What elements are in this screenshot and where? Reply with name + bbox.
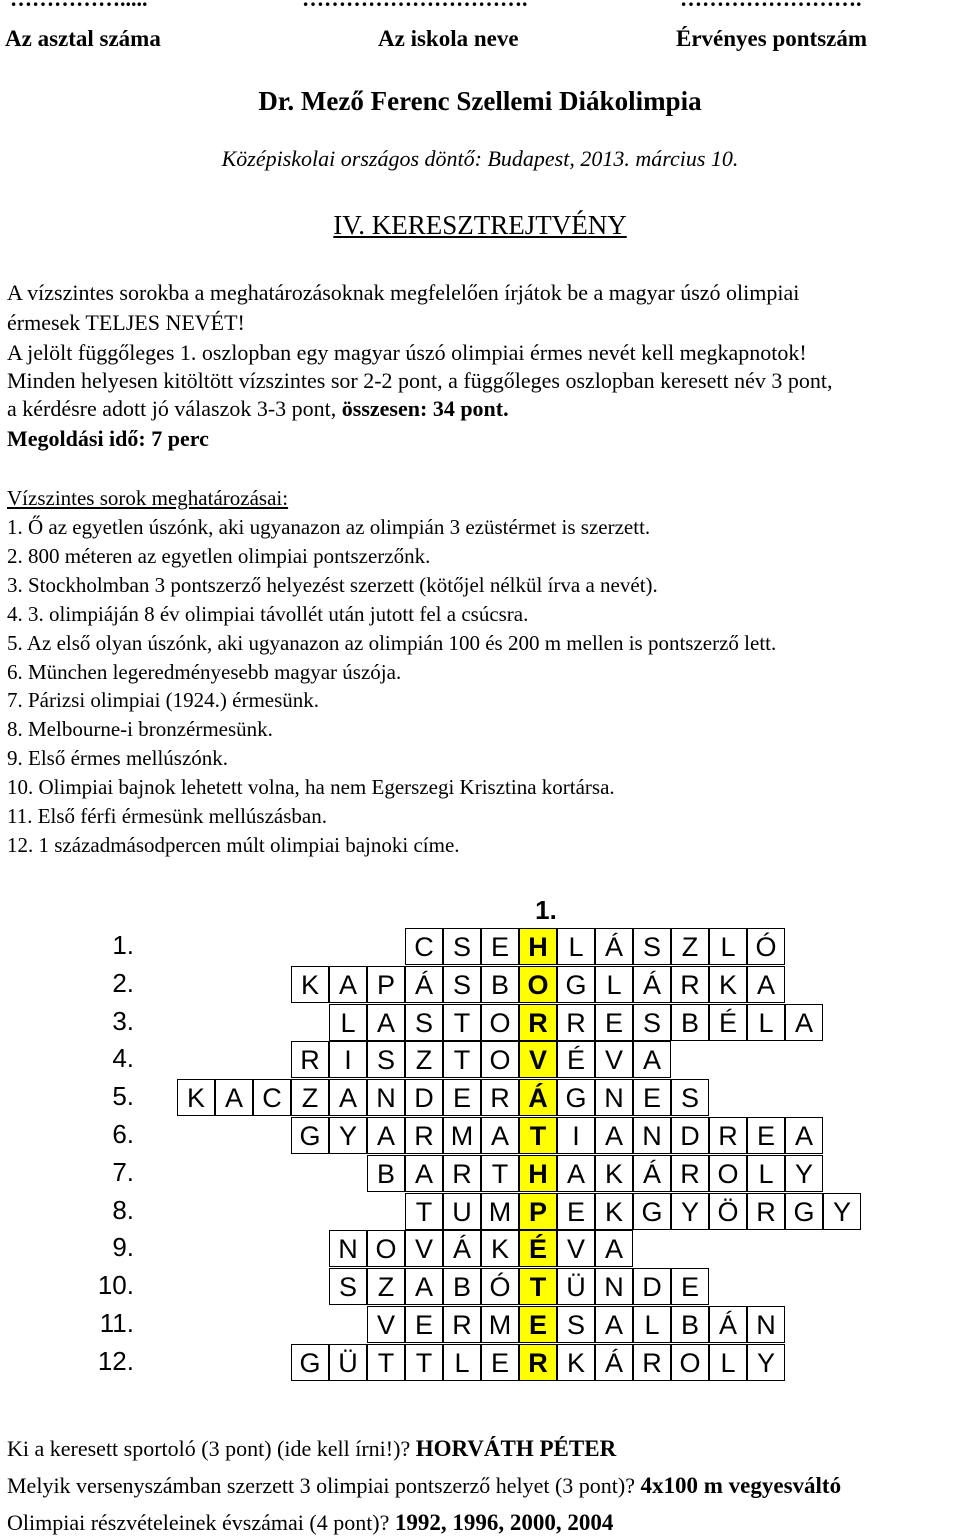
clue-item: 2. 800 méteren az egyetlen olimpiai pontszerzőnk.: [7, 543, 431, 568]
grid-cell[interactable]: A: [785, 1117, 823, 1154]
grid-cell[interactable]: B: [443, 1268, 481, 1305]
school-name-label: Az iskola neve: [378, 26, 519, 51]
grid-cell[interactable]: T: [443, 1041, 481, 1078]
row-number: 4.: [112, 1043, 134, 1074]
highlighted-cell[interactable]: H: [519, 928, 557, 965]
grid-cell[interactable]: N: [595, 1268, 633, 1305]
grid-cell[interactable]: L: [595, 966, 633, 1003]
row-number: 8.: [112, 1194, 134, 1225]
grid-cell[interactable]: E: [633, 1079, 671, 1116]
grid-cell[interactable]: S: [633, 1004, 671, 1041]
grid-cell[interactable]: S: [329, 1268, 367, 1305]
column-label: 1.: [535, 895, 557, 925]
grid-cell[interactable]: D: [671, 1117, 709, 1154]
grid-cell[interactable]: N: [747, 1306, 785, 1343]
grid-cell[interactable]: G: [557, 1079, 595, 1116]
grid-cell[interactable]: A: [329, 966, 367, 1003]
answer-question: Melyik versenyszámban szerzett 3 olimpiai pontszerző helyet (3 pont)?: [7, 1473, 641, 1498]
table-number-label: Az asztal száma: [5, 26, 161, 51]
grid-cell[interactable]: Y: [823, 1193, 861, 1230]
grid-cell[interactable]: Z: [405, 1041, 443, 1078]
grid-cell[interactable]: V: [595, 1041, 633, 1078]
grid-cell[interactable]: Á: [709, 1306, 747, 1343]
grid-cell[interactable]: S: [443, 966, 481, 1003]
highlighted-cell[interactable]: T: [519, 1117, 557, 1154]
row-number: 1.: [112, 930, 134, 960]
instruction-line-1: A vízszintes sorokba a meghatározásoknak megfelelően írjátok be a magyar úszó olimpiai: [7, 280, 800, 305]
grid-cell[interactable]: É: [557, 1041, 595, 1078]
row-number: 10.: [97, 1270, 134, 1301]
row-number: 6.: [112, 1119, 134, 1149]
grid-cell[interactable]: É: [709, 1004, 747, 1041]
grid-cell[interactable]: L: [747, 1155, 785, 1192]
answer-question: Ki a keresett sportoló (3 pont) (ide kell írni!)?: [7, 1436, 416, 1461]
grid-cell[interactable]: R: [291, 1041, 329, 1078]
row-number: 11.: [99, 1308, 134, 1338]
clue-item: 6. München legeredményesebb magyar úszója.: [7, 659, 402, 684]
grid-cell[interactable]: A: [215, 1079, 253, 1116]
grid-cell[interactable]: L: [557, 928, 595, 965]
grid-cell[interactable]: V: [557, 1230, 595, 1267]
answer-line: [7, 1436, 616, 1462]
grid-cell[interactable]: K: [177, 1079, 215, 1116]
grid-cell[interactable]: E: [557, 1193, 595, 1230]
clue-item: 9. Első érmes mellúszónk.: [7, 746, 229, 771]
grid-cell[interactable]: I: [329, 1041, 367, 1078]
grid-cell[interactable]: Á: [633, 1155, 671, 1192]
grid-cell[interactable]: S: [367, 1041, 405, 1078]
row-number: 5.: [112, 1081, 134, 1112]
clue-item: 7. Párizsi olimpiai (1924.) érmesünk.: [7, 688, 320, 713]
grid-cell[interactable]: K: [595, 1193, 633, 1230]
grid-cell[interactable]: A: [405, 1268, 443, 1305]
instruction-line-2: érmesek TELJES NEVÉT!: [7, 310, 245, 335]
grid-cell[interactable]: N: [329, 1230, 367, 1267]
page-title: Dr. Mező Ferenc Szellemi Diákolimpia: [258, 86, 702, 116]
grid-cell[interactable]: G: [291, 1344, 329, 1381]
highlighted-cell[interactable]: E: [519, 1306, 557, 1343]
grid-cell[interactable]: N: [633, 1117, 671, 1154]
grid-cell[interactable]: R: [443, 1306, 481, 1343]
grid-cell[interactable]: A: [595, 1117, 633, 1154]
grid-cell[interactable]: T: [443, 1004, 481, 1041]
grid-cell[interactable]: E: [405, 1306, 443, 1343]
grid-cell[interactable]: Ö: [709, 1193, 747, 1230]
grid-cell[interactable]: E: [481, 928, 519, 965]
grid-cell[interactable]: R: [443, 1155, 481, 1192]
grid-cell[interactable]: Ó: [747, 928, 785, 965]
grid-cell[interactable]: D: [633, 1268, 671, 1305]
highlighted-cell[interactable]: T: [519, 1268, 557, 1305]
answer-question: Olimpiai részvételeinek évszámai (4 pont)?: [7, 1510, 395, 1535]
grid-cell[interactable]: M: [481, 1306, 519, 1343]
highlighted-cell[interactable]: R: [519, 1004, 557, 1041]
grid-cell[interactable]: A: [557, 1155, 595, 1192]
grid-cell[interactable]: T: [367, 1344, 405, 1381]
grid-cell[interactable]: Á: [595, 928, 633, 965]
grid-cell[interactable]: Á: [405, 966, 443, 1003]
grid-cell[interactable]: A: [367, 1004, 405, 1041]
grid-cell[interactable]: O: [481, 1041, 519, 1078]
grid-cell[interactable]: G: [785, 1193, 823, 1230]
grid-cell[interactable]: Z: [367, 1268, 405, 1305]
grid-cell[interactable]: E: [443, 1079, 481, 1116]
grid-cell[interactable]: B: [671, 1004, 709, 1041]
grid-cell[interactable]: M: [481, 1193, 519, 1230]
grid-cell[interactable]: L: [747, 1004, 785, 1041]
grid-cell[interactable]: A: [595, 1230, 633, 1267]
grid-cell[interactable]: I: [557, 1117, 595, 1154]
highlighted-cell[interactable]: R: [519, 1344, 557, 1381]
grid-cell[interactable]: Y: [785, 1155, 823, 1192]
clue-item: 10. Olimpiai bajnok lehetett volna, ha nem Egerszegi Krisztina kortársa.: [7, 775, 615, 800]
instruction-points-text: a kérdésre adott jó válaszok 3-3 pont,: [7, 396, 342, 421]
grid-cell[interactable]: Ü: [557, 1268, 595, 1305]
grid-cell[interactable]: B: [671, 1306, 709, 1343]
grid-cell[interactable]: L: [633, 1306, 671, 1343]
clue-item: 4. 3. olimpiáján 8 év olimpiai távollét után jutott fel a csúcsra.: [7, 601, 529, 626]
grid-cell[interactable]: A: [595, 1306, 633, 1343]
grid-cell[interactable]: M: [443, 1117, 481, 1154]
grid-cell[interactable]: G: [633, 1193, 671, 1230]
grid-cell[interactable]: V: [405, 1230, 443, 1267]
clue-item: 8. Melbourne-i bronzérmesünk.: [7, 717, 273, 742]
grid-cell[interactable]: K: [595, 1155, 633, 1192]
grid-cell[interactable]: L: [443, 1344, 481, 1381]
grid-cell[interactable]: L: [709, 1344, 747, 1381]
page-subtitle: Középiskolai országos döntő: Budapest, 2013. március 10.: [221, 146, 739, 171]
grid-cell[interactable]: Á: [595, 1344, 633, 1381]
highlighted-cell[interactable]: V: [519, 1041, 557, 1078]
row-number: 2.: [112, 967, 134, 998]
grid-cell[interactable]: Ó: [481, 1268, 519, 1305]
grid-cell[interactable]: T: [481, 1155, 519, 1192]
clue-item: 11. Első férfi érmesünk mellúszásban.: [7, 804, 327, 828]
clues-heading: Vízszintes sorok meghatározásai:: [7, 486, 289, 510]
grid-cell[interactable]: K: [709, 966, 747, 1003]
grid-cell[interactable]: G: [291, 1117, 329, 1154]
answer-value: HORVÁTH PÉTER: [415, 1436, 617, 1461]
clue-item: 1. Ő az egyetlen úszónk, aki ugyanazon az olimpián 3 ezüstérmet is szerzett.: [7, 515, 651, 539]
grid-cell[interactable]: T: [405, 1344, 443, 1381]
instruction-line-4: Minden helyesen kitöltött vízszintes sor 2-2 pont, a függőleges oszlopban keresett név 3 pont,: [7, 368, 833, 393]
grid-cell[interactable]: O: [367, 1230, 405, 1267]
grid-cell[interactable]: R: [405, 1117, 443, 1154]
grid-cell[interactable]: E: [595, 1004, 633, 1041]
grid-cell[interactable]: N: [367, 1079, 405, 1116]
grid-cell[interactable]: S: [671, 1079, 709, 1116]
grid-cell[interactable]: Y: [747, 1344, 785, 1381]
grid-cell[interactable]: Á: [633, 966, 671, 1003]
highlighted-cell[interactable]: Á: [519, 1079, 557, 1116]
row-number: 12.: [97, 1345, 134, 1376]
grid-cell[interactable]: A: [747, 966, 785, 1003]
grid-cell[interactable]: Á: [443, 1230, 481, 1267]
grid-cell[interactable]: R: [633, 1344, 671, 1381]
instruction-line-3: A jelölt függőleges 1. oszlopban egy magyar úszó olimpiai érmes nevét kell megkapnotok!: [7, 340, 807, 365]
answer-line: [7, 1473, 841, 1499]
grid-cell[interactable]: O: [709, 1155, 747, 1192]
highlighted-cell[interactable]: O: [519, 966, 557, 1003]
answer-value: 1992, 1996, 2000, 2004: [394, 1510, 614, 1535]
grid-cell[interactable]: R: [671, 1155, 709, 1192]
dots-table-number: [10, 0, 148, 12]
clue-item: 3. Stockholmban 3 pontszerző helyezést szerzett (kötőjel nélkül írva a nevét).: [7, 572, 658, 597]
answer-line: [7, 1510, 613, 1536]
valid-score-label: Érvényes pontszám: [676, 26, 868, 51]
grid-cell[interactable]: K: [557, 1344, 595, 1381]
grid-cell[interactable]: R: [709, 1117, 747, 1154]
row-number: 3.: [112, 1005, 134, 1036]
solving-time: Megoldási idő: 7 perc: [7, 426, 209, 451]
grid-cell[interactable]: O: [671, 1344, 709, 1381]
row-number: 9.: [112, 1232, 134, 1263]
grid-cell[interactable]: K: [291, 966, 329, 1003]
grid-cell[interactable]: A: [785, 1004, 823, 1041]
grid-cell[interactable]: G: [557, 966, 595, 1003]
highlighted-cell[interactable]: É: [519, 1230, 557, 1267]
grid-cell[interactable]: R: [481, 1079, 519, 1116]
instruction-total-points: összesen: 34 pont.: [341, 396, 509, 421]
grid-cell[interactable]: Y: [671, 1193, 709, 1230]
grid-cell[interactable]: S: [633, 928, 671, 965]
grid-cell[interactable]: S: [405, 1004, 443, 1041]
instruction-line-5: [7, 395, 509, 423]
grid-cell[interactable]: C: [253, 1079, 291, 1116]
grid-cell[interactable]: L: [329, 1004, 367, 1041]
grid-cell[interactable]: A: [633, 1041, 671, 1078]
grid-cell[interactable]: Z: [291, 1079, 329, 1116]
grid-cell[interactable]: O: [481, 1004, 519, 1041]
grid-cell[interactable]: E: [481, 1344, 519, 1381]
grid-cell[interactable]: R: [747, 1193, 785, 1230]
grid-cell[interactable]: D: [405, 1079, 443, 1116]
grid-cell[interactable]: K: [481, 1230, 519, 1267]
answer-value: 4x100 m vegyesváltó: [640, 1473, 842, 1498]
grid-cell[interactable]: B: [367, 1155, 405, 1192]
grid-cell[interactable]: L: [709, 928, 747, 965]
grid-cell[interactable]: B: [481, 966, 519, 1003]
grid-cell[interactable]: P: [367, 966, 405, 1003]
grid-cell[interactable]: E: [747, 1117, 785, 1154]
grid-cell[interactable]: A: [481, 1117, 519, 1154]
grid-cell[interactable]: R: [557, 1004, 595, 1041]
grid-cell[interactable]: S: [443, 928, 481, 965]
row-number: 7.: [112, 1156, 134, 1187]
grid-cell[interactable]: U: [443, 1193, 481, 1230]
grid-cell[interactable]: Ü: [329, 1344, 367, 1381]
grid-cell[interactable]: A: [329, 1079, 367, 1116]
grid-cell[interactable]: N: [595, 1079, 633, 1116]
clue-item: 5. Az első olyan úszónk, aki ugyanazon az olimpián 100 és 200 m mellen is pontszerző lett.: [7, 630, 777, 655]
grid-cell[interactable]: A: [405, 1155, 443, 1192]
clue-item: 12. 1 századmásodpercen múlt olimpiai bajnoki címe.: [7, 832, 460, 857]
grid-cell[interactable]: Z: [671, 928, 709, 965]
grid-cell[interactable]: R: [671, 966, 709, 1003]
dots-valid-score: [680, 0, 862, 12]
grid-cell[interactable]: S: [557, 1306, 595, 1343]
highlighted-cell[interactable]: H: [519, 1155, 557, 1192]
grid-cell[interactable]: Y: [329, 1117, 367, 1154]
grid-cell[interactable]: T: [405, 1193, 443, 1230]
dots-school-name: [302, 0, 528, 12]
grid-cell[interactable]: V: [367, 1306, 405, 1343]
grid-cell[interactable]: C: [405, 928, 443, 965]
grid-cell[interactable]: E: [671, 1268, 709, 1305]
section-title: IV. KERESZTREJTVÉNY: [333, 210, 627, 240]
grid-cell[interactable]: A: [367, 1117, 405, 1154]
highlighted-cell[interactable]: P: [519, 1193, 557, 1230]
